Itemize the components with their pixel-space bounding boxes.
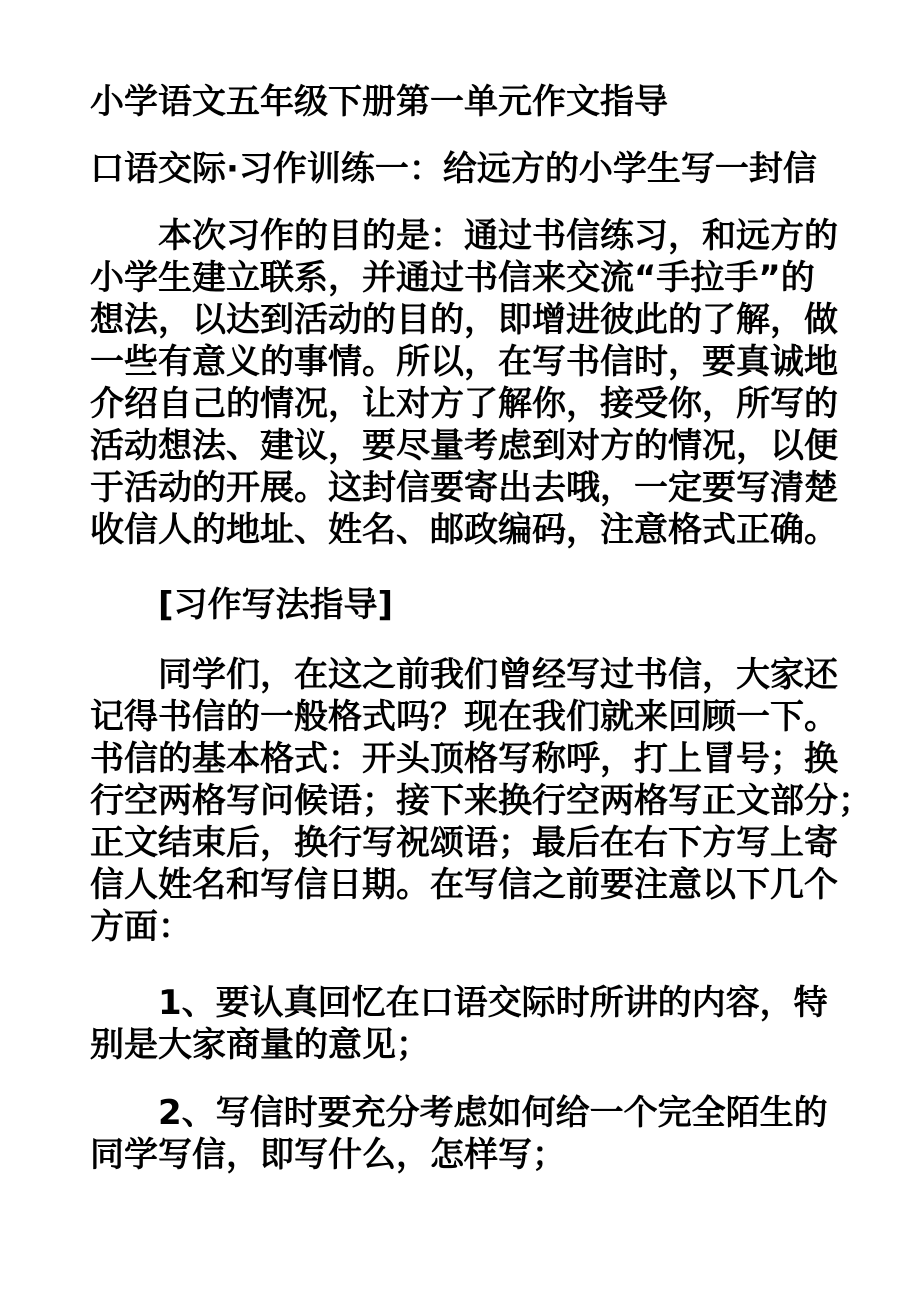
intro-line: 收信人的地址、姓名、邮政编码，注意格式正确。 (90, 510, 838, 550)
document-subtitle: 口语交际·习作训练一：给远方的小学生写一封信 (90, 149, 817, 189)
guide-line: 同学们，在这之前我们曾经写过书信，大家还 (158, 655, 838, 695)
guide-line: 记得书信的一般格式吗？现在我们就来回顾一下。 (90, 697, 838, 737)
guide-line: 行空两格写问候语；接下来换行空两格写正文部分； (90, 781, 872, 821)
document-title: 小学语文五年级下册第一单元作文指导 (90, 82, 668, 122)
intro-line: 介绍自己的情况，让对方了解你，接受你，所写的 (90, 384, 838, 424)
section-heading: [习作写法指导] (158, 585, 394, 625)
intro-line: 一些有意义的事情。所以，在写书信时，要真诚地 (90, 342, 838, 382)
guide-line: 书信的基本格式：开头顶格写称呼，打上冒号；换 (90, 739, 838, 779)
intro-line: 想法，以达到活动的目的，即增进彼此的了解，做 (90, 300, 838, 340)
intro-line: 小学生建立联系，并通过书信来交流“手拉手”的 (90, 258, 815, 298)
intro-line: 于活动的开展。这封信要寄出去哦，一定要写清楚 (90, 468, 838, 508)
point-two-line: 同学写信，即写什么，怎样写； (90, 1135, 566, 1175)
point-one-line: 别是大家商量的意见； (90, 1025, 430, 1065)
guide-line: 方面： (90, 907, 192, 947)
intro-line: 活动想法、建议，要尽量考虑到对方的情况，以便 (90, 426, 838, 466)
point-one-line: 1、要认真回忆在口语交际时所讲的内容，特 (158, 983, 828, 1023)
intro-line: 本次习作的目的是：通过书信练习，和远方的 (158, 216, 838, 256)
guide-line: 正文结束后，换行写祝颂语；最后在右下方写上寄 (90, 823, 838, 863)
point-two-line: 2、写信时要充分考虑如何给一个完全陌生的 (158, 1093, 828, 1133)
guide-line: 信人姓名和写信日期。在写信之前要注意以下几个 (90, 865, 838, 905)
